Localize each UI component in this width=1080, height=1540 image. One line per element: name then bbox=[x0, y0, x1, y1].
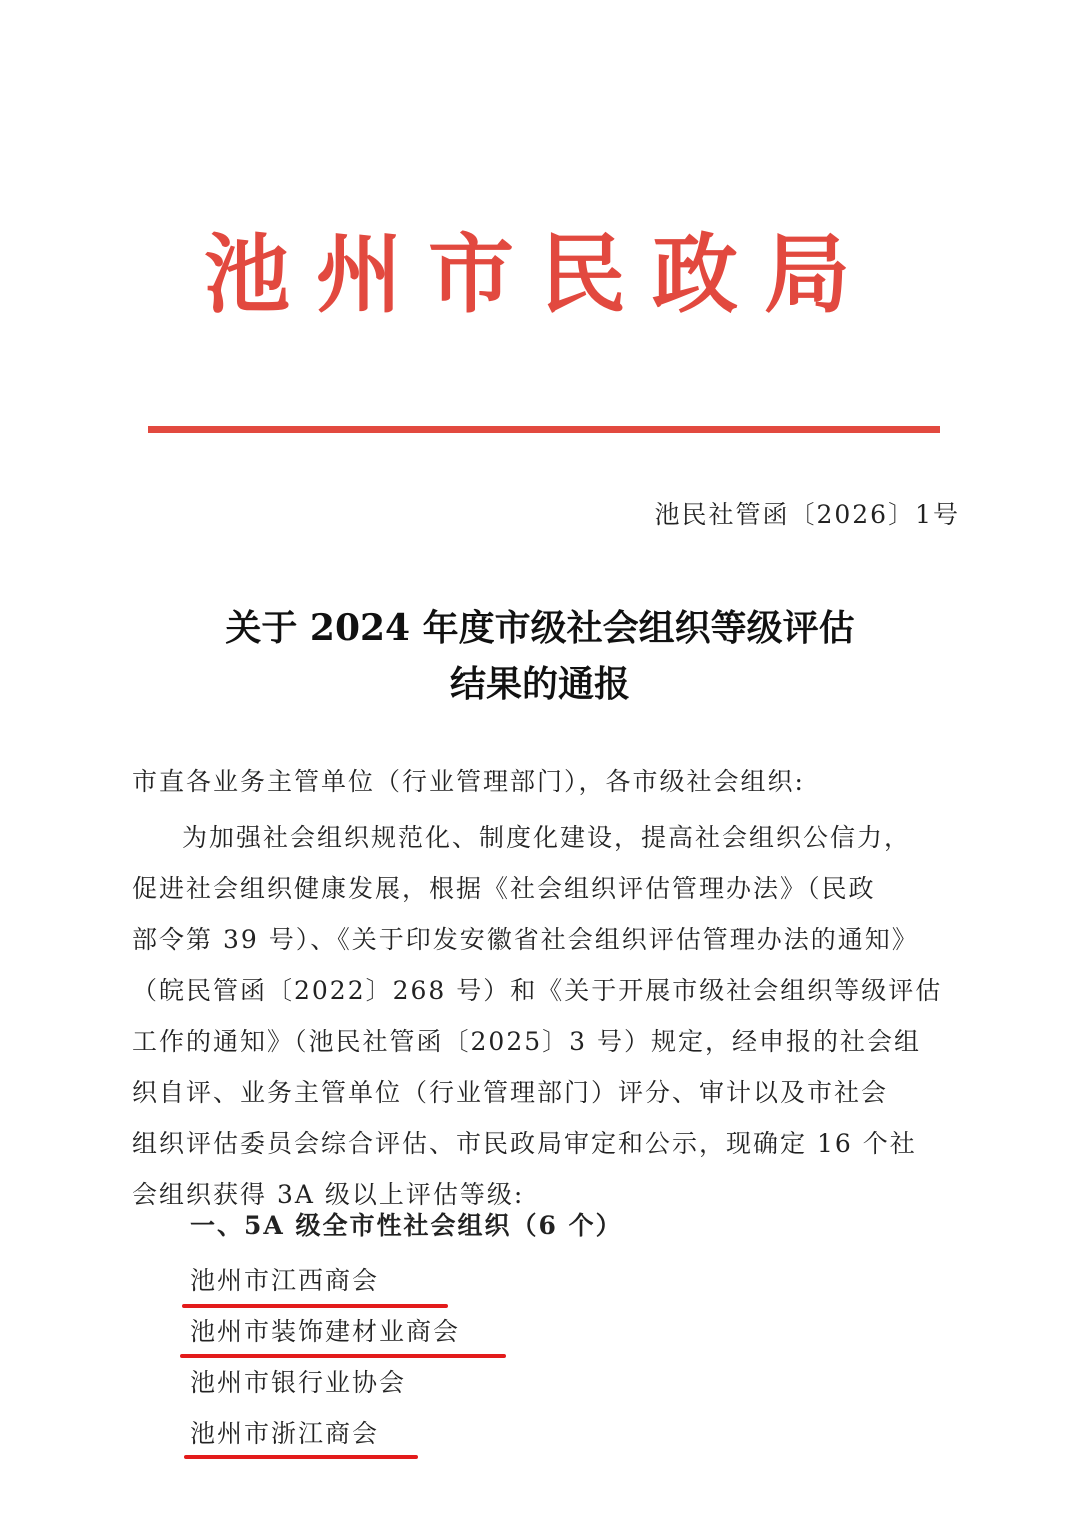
body-line: 组织评估委员会综合评估、市民政局审定和公示，现确定 16 个社 bbox=[132, 1129, 917, 1158]
document-number: 池民社管函〔2026〕1号 bbox=[654, 500, 960, 529]
body-line: 部令第 39 号）、《关于印发安徽省社会组织评估管理办法的通知》 bbox=[132, 925, 919, 954]
organization-name: 池州市银行业协会 bbox=[190, 1368, 407, 1397]
title-line-2: 结果的通报 bbox=[449, 663, 630, 705]
list-item bbox=[190, 1360, 460, 1411]
organization-name: 池州市江西商会 bbox=[190, 1266, 380, 1295]
body-line: 织自评、业务主管单位（行业管理部门）评分、审计以及市社会 bbox=[132, 1078, 889, 1107]
body-line: 促进社会组织健康发展，根据《社会组织评估管理办法》（民政 bbox=[132, 874, 876, 903]
document-title bbox=[0, 600, 1080, 712]
title-line-1: 关于 2024 年度市级社会组织等级评估 bbox=[225, 607, 855, 649]
body-line: 会组织获得 3A 级以上评估等级: bbox=[132, 1180, 525, 1209]
red-underline-mark bbox=[180, 1354, 506, 1358]
organization-name: 池州市浙江商会 bbox=[190, 1419, 380, 1448]
section-heading-5a: 一、5A 级全市性社会组织（6 个） bbox=[190, 1211, 623, 1240]
list-item bbox=[190, 1411, 460, 1462]
list-item bbox=[190, 1258, 460, 1309]
organization-name: 池州市装饰建材业商会 bbox=[190, 1317, 461, 1346]
red-underline-mark bbox=[182, 1304, 448, 1308]
red-underline-mark bbox=[184, 1455, 418, 1459]
red-divider-line bbox=[148, 426, 940, 433]
organization-list bbox=[190, 1258, 460, 1462]
body-line: 工作的通知》（池民社管函〔2025〕3 号）规定，经申报的社会组 bbox=[132, 1027, 921, 1056]
agency-letterhead: 池州市民政局 bbox=[204, 225, 876, 325]
body-line: 为加强社会组织规范化、制度化建设，提高社会组织公信力， bbox=[182, 823, 912, 852]
body-line: （皖民管函〔2022〕268 号）和《关于开展市级社会组织等级评估 bbox=[132, 976, 943, 1005]
list-item bbox=[190, 1309, 460, 1360]
salutation: 市直各业务主管单位（行业管理部门），各市级社会组织: bbox=[132, 767, 805, 796]
body-paragraph bbox=[132, 812, 962, 1220]
